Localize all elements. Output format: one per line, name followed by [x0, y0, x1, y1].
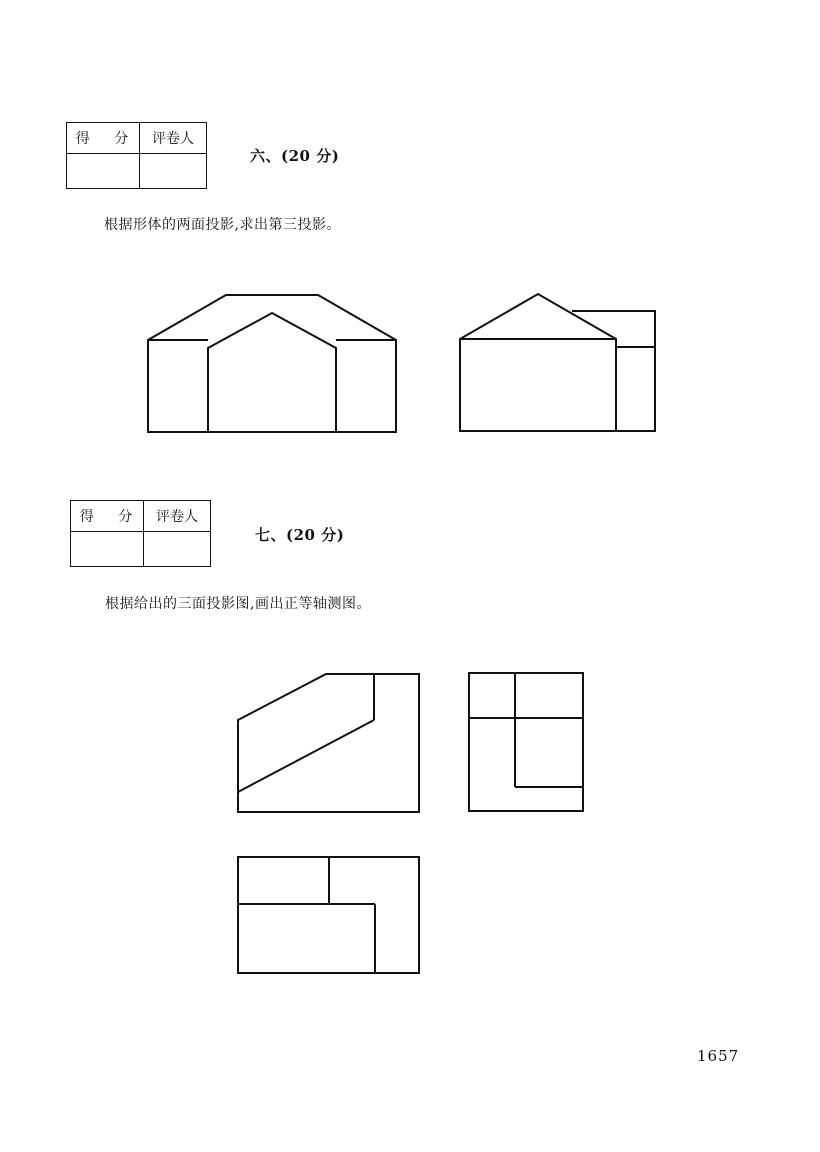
grader-label: 评卷人: [144, 501, 211, 532]
section-7-front-view: [238, 674, 419, 812]
section-6-front-view: [148, 295, 396, 432]
grader-label: 评卷人: [140, 123, 207, 154]
section-7-instruction: 根据给出的三面投影图,画出正等轴测图。: [105, 596, 371, 612]
score-label: 得 分: [71, 501, 144, 532]
section-7-side-view: [469, 673, 583, 811]
section-6-side-view: [460, 294, 655, 431]
score-label: 得 分: [67, 123, 140, 154]
section-7-title: 七、(20 分): [255, 526, 345, 544]
section-6-instruction: 根据形体的两面投影,求出第三投影。: [104, 217, 341, 233]
section-7-top-view: [238, 857, 419, 973]
page-number: 1657: [697, 1047, 740, 1065]
section-6-title: 六、(20 分): [250, 147, 340, 165]
